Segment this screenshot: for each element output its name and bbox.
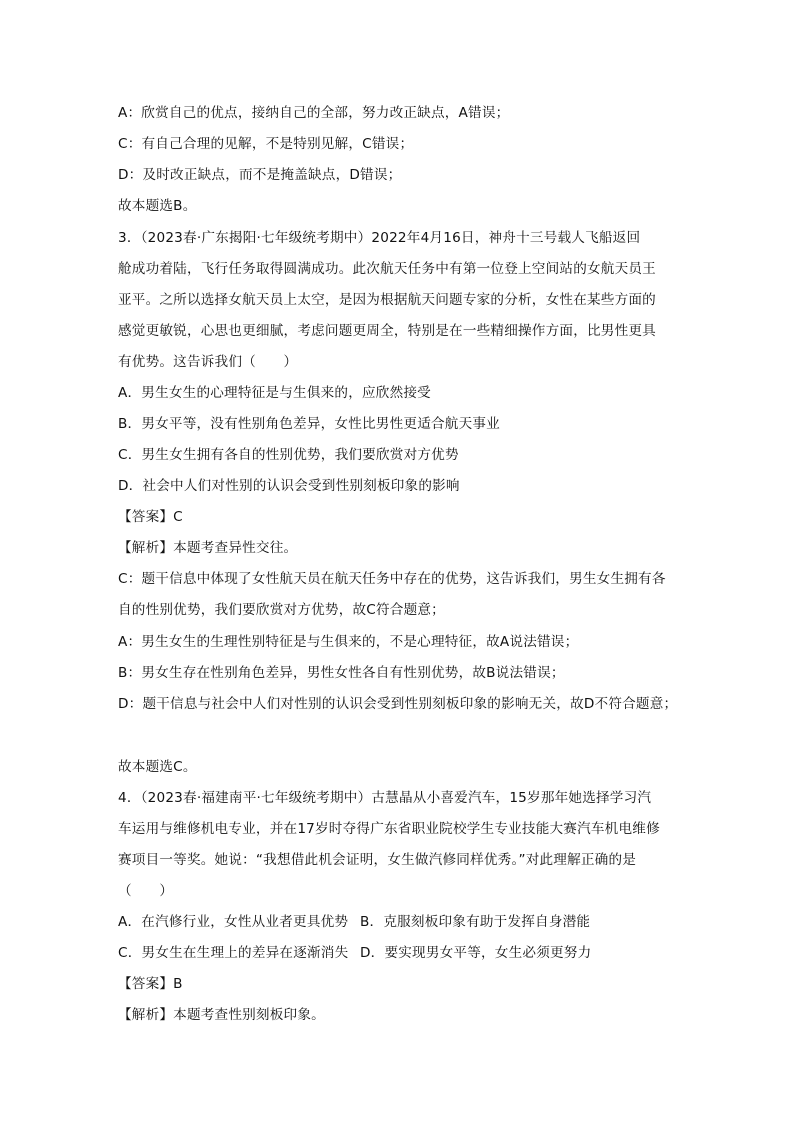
question-4-option-a: A．在汽修行业，女性从业者更具优势 — [118, 914, 349, 930]
question-3-option-a: A．男生女生的心理特征是与生俱来的，应欣然接受 — [118, 385, 431, 401]
question-4-option-b: B．克服刻板印象有助于发挥自身潜能 — [360, 914, 591, 930]
analysis-line-d: D：及时改正缺点，而不是掩盖缺点，D错误； — [118, 167, 402, 183]
question-4-stem-line-4: （ ） — [118, 883, 174, 899]
question-3-stem-line-3: 亚平。之所以选择女航天员上太空，是因为根据航天问题专家的分析，女性在某些方面的 — [118, 292, 656, 308]
question-4-option-c: C．男女生在生理上的差异在逐渐消失 — [118, 945, 349, 961]
question-4-stem-line-2: 车运用与维修机电专业，并在17岁时夺得广东省职业院校学生专业技能大赛汽车机电维修 — [118, 821, 660, 837]
question-3-stem-line-5: 有优势。这告诉我们（ ） — [118, 354, 298, 370]
question-3-option-c: C．男生女生拥有各自的性别优势，我们要欣赏对方优势 — [118, 447, 459, 463]
question-3-option-d: D．社会中人们对性别的认识会受到性别刻板印象的影响 — [118, 478, 460, 494]
question-3-stem-line-2: 舱成功着陆，飞行任务取得圆满成功。此次航天任务中有第一位登上空间站的女航天员王 — [118, 261, 656, 277]
question-4-stem-line-3: 赛项目一等奖。她说：“我想借此机会证明，女生做汽修同样优秀。”对此理解正确的是 — [118, 852, 637, 868]
analysis-line-a: A：欣赏自己的优点，接纳自己的全部，努力改正缺点，A错误； — [118, 105, 510, 121]
question-3-analysis-line-2: 自的性别优势，我们要欣赏对方优势，故C符合题意； — [118, 602, 445, 618]
question-3-analysis-line-5: D：题干信息与社会中人们对性别的认识会受到性别刻板印象的影响无关，故D不符合题意； — [118, 696, 678, 712]
question-4-answer: 【答案】B — [118, 976, 183, 992]
question-3-answer: 【答案】C — [118, 509, 183, 525]
conclusion-line: 故本题选B。 — [118, 198, 197, 214]
question-4-option-d: D．要实现男女平等，女生必须更努力 — [360, 945, 592, 961]
question-4-stem-line-1: 4．（2023春·福建南平·七年级统考期中）古慧晶从小喜爱汽车，15岁那年她选择学习汽 — [118, 790, 652, 806]
analysis-line-c: C：有自己合理的见解，不是特别见解，C错误； — [118, 136, 414, 152]
question-4-analysis-title: 【解析】本题考查性别刻板印象。 — [118, 1007, 325, 1023]
question-3-analysis-line-4: B：男女生存在性别角色差异，男性女性各自有性别优势，故B说法错误； — [118, 665, 565, 681]
question-3-analysis-line-1: C：题干信息中体现了女性航天员在航天任务中存在的优势，这告诉我们，男生女生拥有各 — [118, 571, 666, 587]
question-3-analysis-line-3: A：男生女生的生理性别特征是与生俱来的，不是心理特征，故A说法错误； — [118, 634, 579, 650]
question-3-option-b: B．男女平等，没有性别角色差异，女性比男性更适合航天事业 — [118, 416, 500, 432]
question-3-stem-line-4: 感觉更敏锐，心思也更细腻，考虑问题更周全，特别是在一些精细操作方面，比男性更具 — [118, 323, 656, 339]
question-3-conclusion: 故本题选C。 — [118, 759, 197, 775]
question-3-analysis-title: 【解析】本题考查异性交往。 — [118, 540, 298, 556]
question-3-stem-line-1: 3．（2023春·广东揭阳·七年级统考期中）2022年4月16日，神舟十三号载人飞船返回 — [118, 230, 641, 246]
